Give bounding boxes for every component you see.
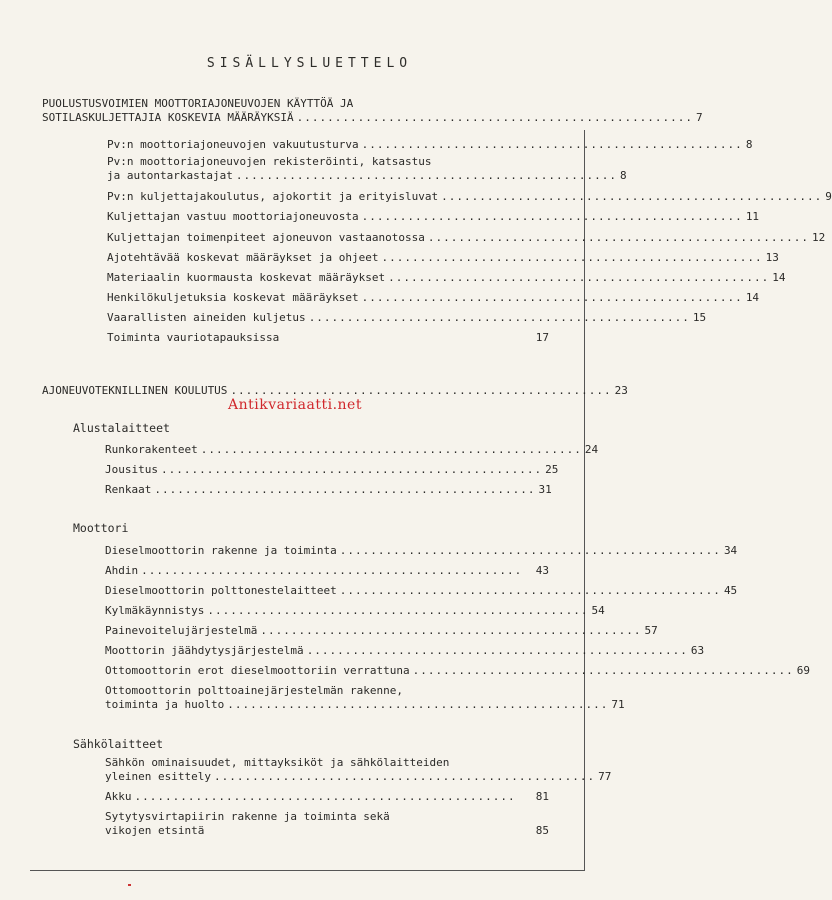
toc-entry: [107, 251, 779, 264]
toc-entry-text: Toiminta vauriotapauksissa: [107, 331, 280, 344]
page-number: 8: [745, 138, 753, 151]
part2-heading-entry: [42, 384, 628, 397]
toc-entry-text: Kylmäkäynnistys: [105, 604, 205, 617]
toc-entry: [105, 624, 658, 637]
leader-dots: ..................................................: [339, 584, 721, 597]
page-number: 71: [611, 698, 625, 711]
toc-entry: [107, 291, 760, 304]
leader-dots: ..................................................: [160, 463, 543, 476]
page-number: 14: [772, 271, 786, 284]
page-number: 15: [692, 311, 707, 324]
toc-entry: [105, 483, 552, 496]
toc-entry-text: Pv:n moottoriajoneuvojen vakuutusturva: [107, 138, 359, 151]
toc-entry: [105, 698, 625, 711]
toc-entry-text: Ottomoottorin polttoainejärjestelmän rakenne,: [105, 684, 404, 697]
part1-heading-entry: [42, 111, 703, 124]
toc-entry-text-cont: toiminta ja huolto: [105, 698, 225, 711]
page-title: SISÄLLYSLUETTELO: [206, 56, 413, 71]
toc-entry-text: Kuljettajan vastuu moottoriajoneuvosta: [107, 210, 359, 223]
page-number: 43: [535, 564, 549, 577]
leader-dots: ..................................................: [213, 770, 596, 783]
toc-entry-text: Pv:n moottoriajoneuvojen rekisteröinti, katsastus: [107, 155, 432, 168]
leader-dots: ..................................................: [308, 311, 690, 324]
toc-entry-text: Ahdin: [105, 564, 139, 577]
toc-entry-text-cont: ja autontarkastajat: [107, 169, 233, 182]
page-number: 7: [696, 111, 703, 124]
page-number: 57: [644, 624, 658, 637]
toc-entry: [107, 169, 627, 182]
leader-dots: ..................................................: [388, 271, 770, 284]
page-number: 63: [690, 644, 705, 657]
leader-dots: ..................................................: [260, 624, 642, 637]
page-number: 69: [796, 664, 811, 677]
toc-entry-text: Runkorakenteet: [105, 443, 198, 456]
toc-entry-text: Kuljettajan toimenpiteet ajoneuvon vastaanotossa: [107, 231, 425, 244]
leader-dots: ..................................................: [207, 604, 589, 617]
toc-entry-text: Pv:n kuljettajakoulutus, ajokortit ja erityisluvat: [107, 190, 439, 203]
section-heading: Moottori: [73, 521, 129, 535]
page-number: 9: [825, 190, 832, 203]
toc-entry: [105, 584, 738, 597]
part2-heading: AJONEUVOTEKNILLINEN KOULUTUS: [42, 384, 228, 397]
leader-dots: ....................................................: [296, 111, 694, 124]
leader-dots: ..................................................: [361, 210, 743, 223]
page-number: 25: [545, 463, 559, 476]
toc-entry-text: Moottorin jäähdytysjärjestelmä: [105, 644, 304, 657]
toc-entry-text: Sähkön ominaisuudet, mittayksiköt ja sähkölaitteiden: [105, 756, 450, 769]
leader-dots: ..................................................: [235, 169, 617, 182]
leader-dots: ..................................................: [134, 790, 516, 803]
leader-dots: ..................................................: [141, 564, 523, 577]
toc-entry-text: Materiaalin kuormausta koskevat määräykset: [107, 271, 386, 284]
toc-entry: [107, 271, 786, 284]
page-number: 54: [591, 604, 605, 617]
toc-entry-text: Ottomoottorin erot dieselmoottoriin verrattuna: [105, 664, 410, 677]
page-number: 12: [812, 231, 826, 244]
leader-dots: ..................................................: [427, 231, 810, 244]
page-number: 85: [535, 824, 549, 837]
toc-entry: [107, 210, 760, 223]
page-number: 13: [765, 251, 779, 264]
page-number: 11: [745, 210, 760, 223]
toc-entry-text: Sytytysvirtapiirin rakenne ja toiminta sekä: [105, 810, 390, 823]
toc-entry: [107, 231, 826, 244]
toc-entry: [105, 564, 549, 577]
toc-entry-text: Dieselmoottorin rakenne ja toiminta: [105, 544, 337, 557]
toc-entry-text: Ajotehtävää koskevat määräykset ja ohjeet: [107, 251, 379, 264]
section-heading: Sähkölaitteet: [73, 737, 164, 751]
leader-dots: ..................................................: [230, 384, 612, 397]
toc-entry: [107, 311, 707, 324]
toc-entry-text: Painevoitelujärjestelmä: [105, 624, 258, 637]
toc-entry-text-cont: vikojen etsintä: [105, 824, 205, 837]
frame-line-bottom: [30, 870, 585, 871]
toc-entry: [105, 463, 559, 476]
toc-entry: [105, 824, 549, 837]
part1-heading-line1: PUOLUSTUSVOIMIEN MOOTTORIAJONEUVOJEN KÄYTTÖÄ JA: [42, 97, 354, 110]
leader-dots: ..................................................: [412, 664, 794, 677]
leader-dots: ..................................................: [154, 483, 536, 496]
toc-entry: [105, 664, 811, 677]
watermark-text: Antikvariaatti.net: [228, 397, 362, 413]
page-number: 81: [535, 790, 549, 803]
toc-entry-text: Akku: [105, 790, 132, 803]
page-number: 17: [535, 331, 549, 344]
toc-entry: [105, 544, 738, 557]
leader-dots: ..................................................: [227, 698, 609, 711]
toc-entry: [105, 644, 705, 657]
toc-entry-text: Henkilökuljetuksia koskevat määräykset: [107, 291, 359, 304]
paper-speck: [128, 884, 131, 886]
page-number: 31: [538, 483, 552, 496]
page-number: 77: [598, 770, 612, 783]
toc-entry: [107, 190, 832, 203]
leader-dots: ..................................................: [361, 291, 743, 304]
leader-dots: ..................................................: [200, 443, 582, 456]
toc-entry: [105, 604, 605, 617]
toc-entry-text: Jousitus: [105, 463, 158, 476]
page-number: 8: [619, 169, 627, 182]
toc-entry: [105, 443, 599, 456]
page-number: 24: [584, 443, 599, 456]
page-number: 23: [614, 384, 628, 397]
leader-dots: ..................................................: [381, 251, 763, 264]
page-number: 14: [745, 291, 760, 304]
leader-dots: ..................................................: [441, 190, 823, 203]
toc-entry: [105, 770, 612, 783]
toc-entry: [107, 331, 549, 344]
toc-entry-text: Dieselmoottorin polttonestelaitteet: [105, 584, 337, 597]
section-heading: Alustalaitteet: [73, 421, 170, 435]
toc-entry: [107, 138, 753, 151]
toc-entry-text-cont: yleinen esittely: [105, 770, 211, 783]
toc-entry: [105, 790, 549, 803]
leader-dots: ..................................................: [339, 544, 721, 557]
page-number: 45: [723, 584, 738, 597]
leader-dots: ..................................................: [306, 644, 688, 657]
part1-heading-line2: SOTILASKULJETTAJIA KOSKEVIA MÄÄRÄYKSIÄ: [42, 111, 294, 124]
page-number: 34: [723, 544, 738, 557]
toc-entry-text: Renkaat: [105, 483, 152, 496]
toc-entry-text: Vaarallisten aineiden kuljetus: [107, 311, 306, 324]
leader-dots: ..................................................: [361, 138, 743, 151]
